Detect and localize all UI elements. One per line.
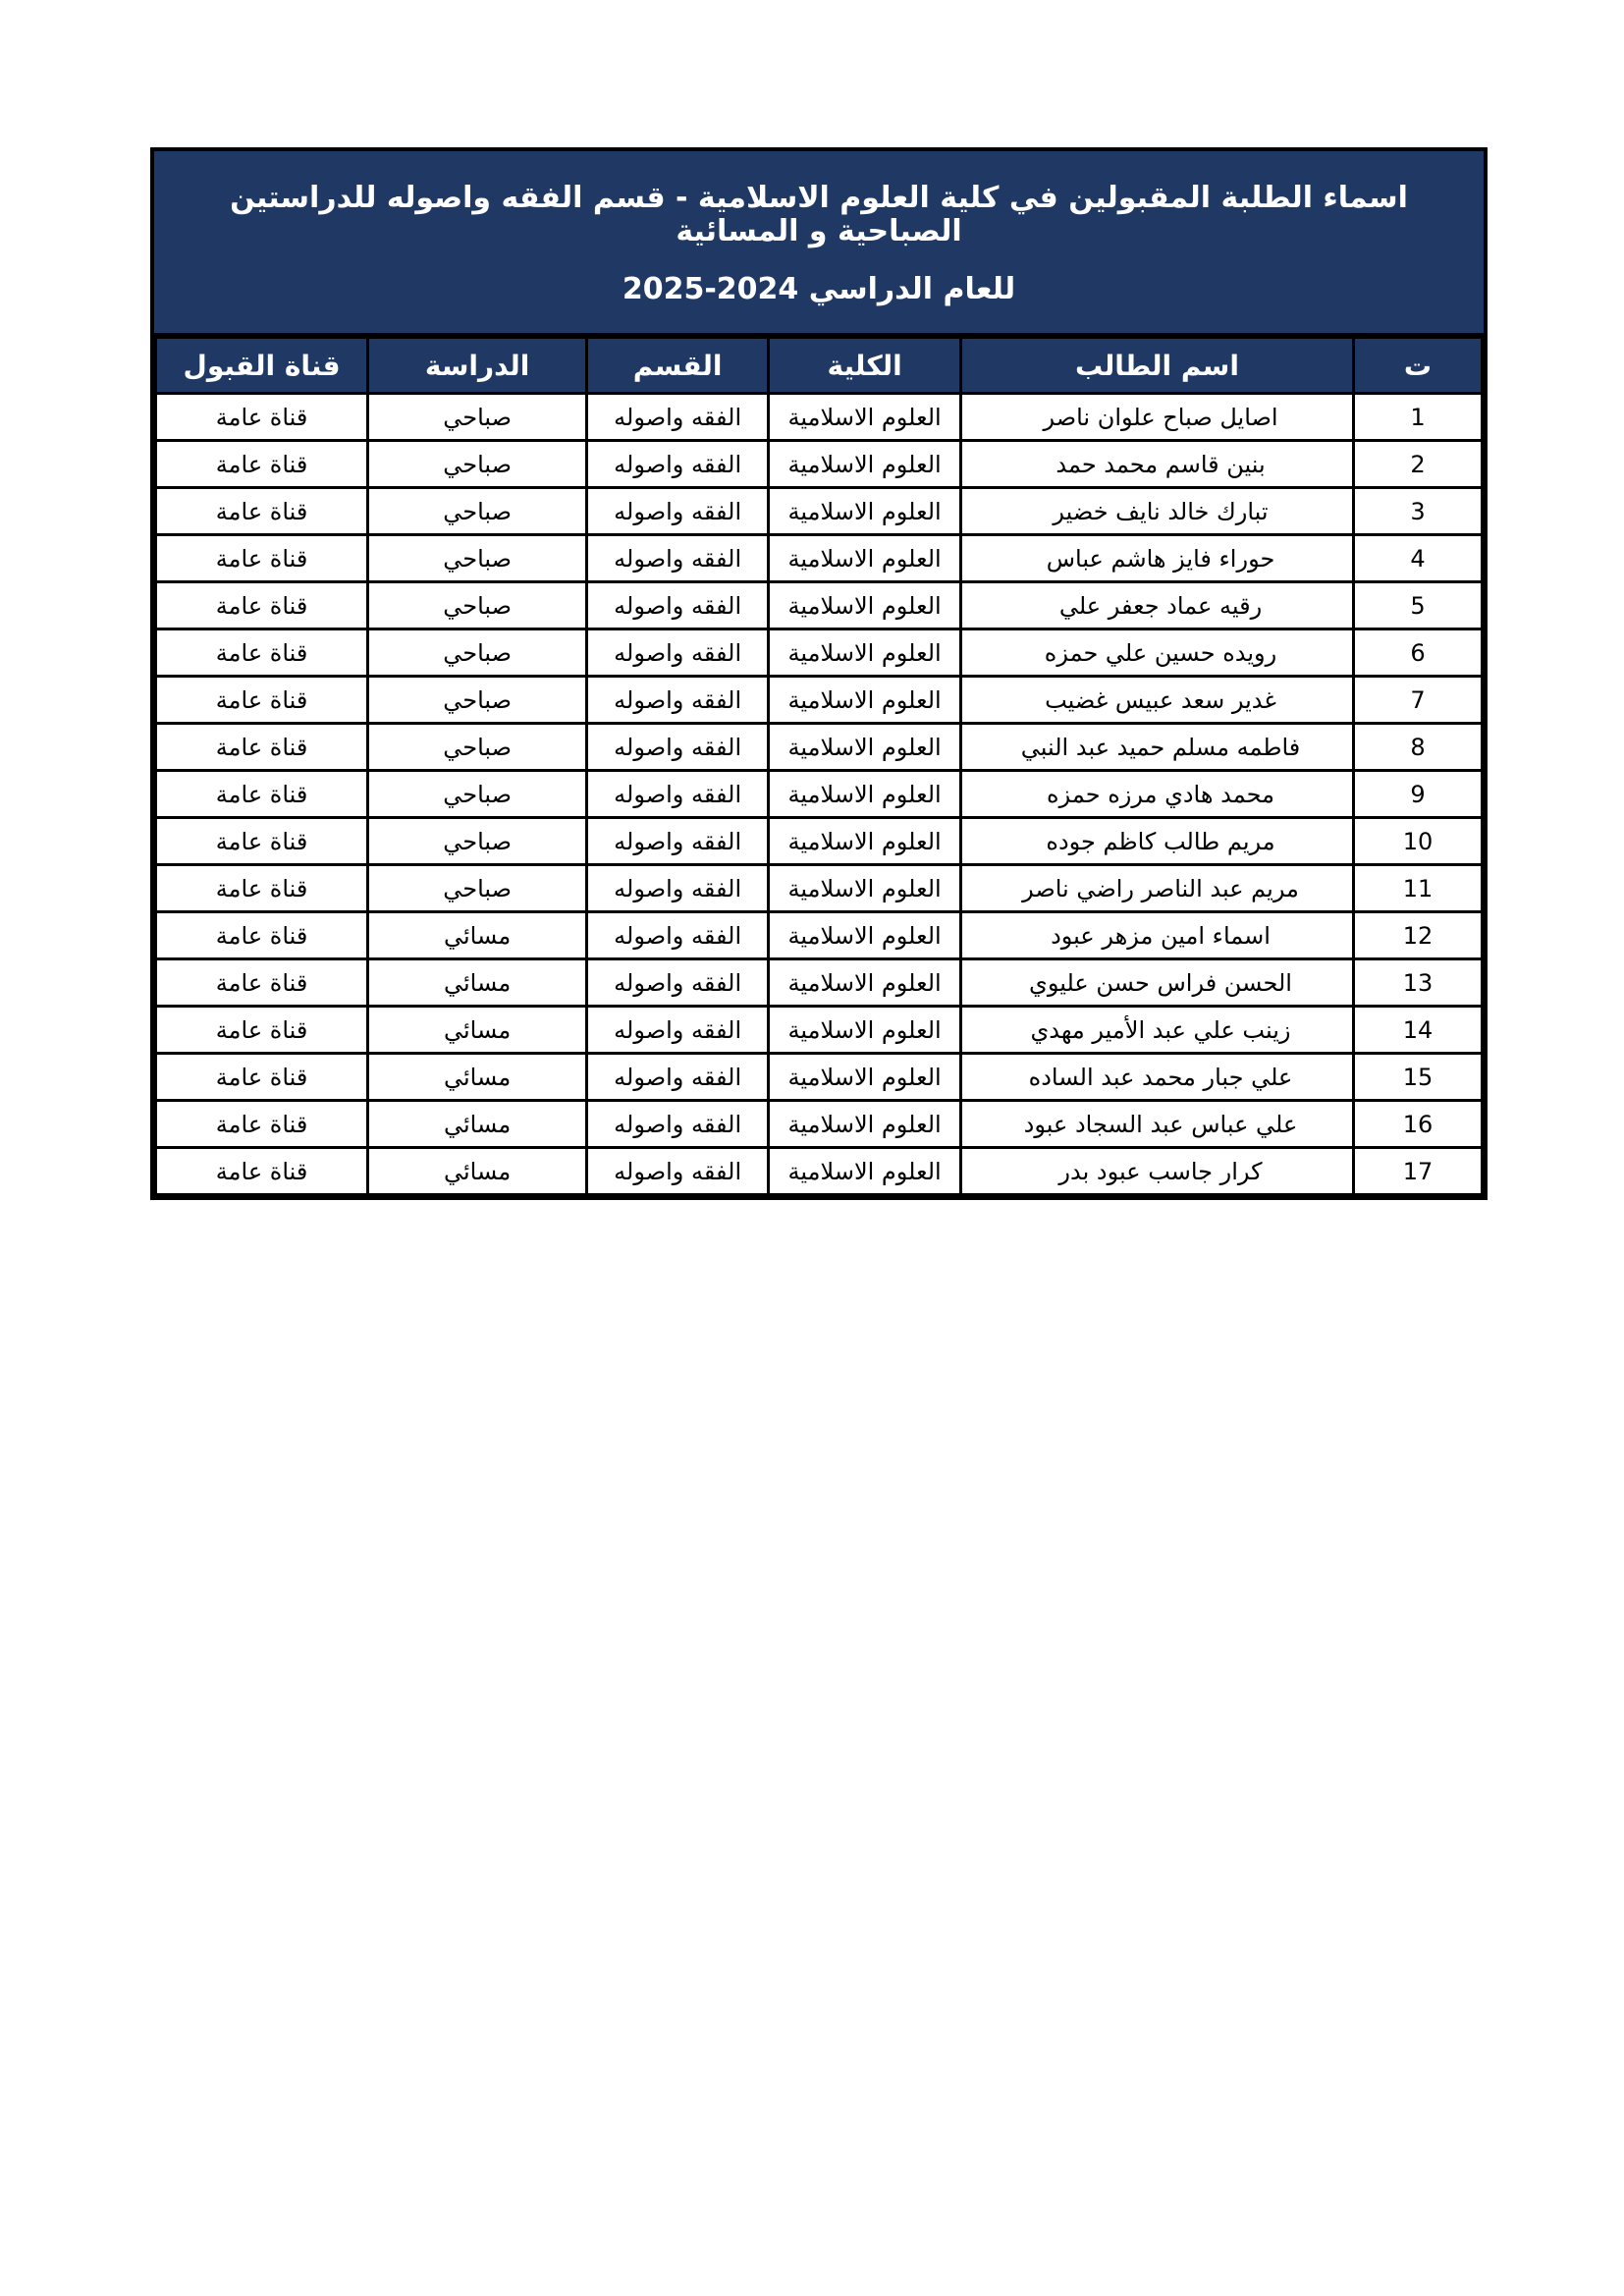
table-row [156,677,1483,724]
cell-department: الفقه واصوله [587,488,769,535]
cell-department: الفقه واصوله [587,677,769,724]
table-row [156,582,1483,629]
cell-study-type: صباحي [368,629,587,677]
table-row [156,1054,1483,1101]
cell-row-number: 6 [1353,629,1482,677]
cell-college: العلوم الاسلامية [769,1054,961,1101]
cell-row-number: 3 [1353,488,1482,535]
cell-admission-channel: قناة عامة [156,724,368,771]
table-row [156,1148,1483,1195]
col-header-no: ت [1353,338,1482,394]
cell-row-number: 12 [1353,912,1482,959]
cell-study-type: مسائي [368,1101,587,1148]
cell-student-name: اصايل صباح علوان ناصر [961,394,1354,441]
cell-college: العلوم الاسلامية [769,959,961,1007]
students-document [150,147,1488,1200]
cell-study-type: صباحي [368,818,587,865]
cell-department: الفقه واصوله [587,1101,769,1148]
cell-college: العلوم الاسلامية [769,488,961,535]
cell-college: العلوم الاسلامية [769,818,961,865]
cell-student-name: رويده حسين علي حمزه [961,629,1354,677]
cell-student-name: علي جبار محمد عبد الساده [961,1054,1354,1101]
cell-department: الفقه واصوله [587,1007,769,1054]
cell-admission-channel: قناة عامة [156,582,368,629]
cell-college: العلوم الاسلامية [769,724,961,771]
cell-student-name: مريم عبد الناصر راضي ناصر [961,865,1354,912]
cell-study-type: صباحي [368,677,587,724]
cell-admission-channel: قناة عامة [156,488,368,535]
col-header-college: الكلية [769,338,961,394]
cell-study-type: صباحي [368,441,587,488]
cell-study-type: صباحي [368,535,587,582]
cell-row-number: 7 [1353,677,1482,724]
cell-admission-channel: قناة عامة [156,959,368,1007]
cell-admission-channel: قناة عامة [156,394,368,441]
cell-student-name: تبارك خالد نايف خضير [961,488,1354,535]
cell-row-number: 9 [1353,771,1482,818]
cell-study-type: مسائي [368,1007,587,1054]
table-row [156,629,1483,677]
cell-row-number: 10 [1353,818,1482,865]
cell-department: الفقه واصوله [587,1148,769,1195]
cell-row-number: 5 [1353,582,1482,629]
cell-student-name: مريم طالب كاظم جوده [961,818,1354,865]
cell-college: العلوم الاسلامية [769,912,961,959]
cell-row-number: 11 [1353,865,1482,912]
cell-study-type: مسائي [368,959,587,1007]
cell-student-name: حوراء فايز هاشم عباس [961,535,1354,582]
cell-college: العلوم الاسلامية [769,441,961,488]
table-row [156,959,1483,1007]
students-table [154,336,1484,1196]
table-row [156,441,1483,488]
table-row [156,394,1483,441]
cell-department: الفقه واصوله [587,959,769,1007]
cell-department: الفقه واصوله [587,724,769,771]
cell-admission-channel: قناة عامة [156,912,368,959]
cell-row-number: 14 [1353,1007,1482,1054]
cell-study-type: مسائي [368,1054,587,1101]
cell-college: العلوم الاسلامية [769,629,961,677]
cell-student-name: رقيه عماد جعفر علي [961,582,1354,629]
cell-study-type: صباحي [368,771,587,818]
cell-row-number: 13 [1353,959,1482,1007]
col-header-channel: قناة القبول [156,338,368,394]
cell-row-number: 8 [1353,724,1482,771]
cell-study-type: صباحي [368,488,587,535]
cell-row-number: 15 [1353,1054,1482,1101]
cell-row-number: 4 [1353,535,1482,582]
cell-student-name: زينب علي عبد الأمير مهدي [961,1007,1354,1054]
table-row [156,1101,1483,1148]
cell-study-type: صباحي [368,865,587,912]
cell-college: العلوم الاسلامية [769,1148,961,1195]
cell-admission-channel: قناة عامة [156,1007,368,1054]
cell-student-name: اسماء امين مزهر عبود [961,912,1354,959]
cell-admission-channel: قناة عامة [156,865,368,912]
cell-college: العلوم الاسلامية [769,535,961,582]
table-row [156,771,1483,818]
table-row [156,818,1483,865]
cell-row-number: 1 [1353,394,1482,441]
cell-student-name: غدير سعد عبيس غضيب [961,677,1354,724]
title-line-2: للعام الدراسي 2024-2025 [622,271,1016,306]
cell-student-name: الحسن فراس حسن عليوي [961,959,1354,1007]
cell-college: العلوم الاسلامية [769,771,961,818]
cell-department: الفقه واصوله [587,394,769,441]
cell-department: الفقه واصوله [587,629,769,677]
cell-department: الفقه واصوله [587,771,769,818]
cell-admission-channel: قناة عامة [156,677,368,724]
cell-college: العلوم الاسلامية [769,1101,961,1148]
cell-student-name: فاطمه مسلم حميد عبد النبي [961,724,1354,771]
cell-study-type: مسائي [368,912,587,959]
col-header-study: الدراسة [368,338,587,394]
table-header-row [156,338,1483,394]
cell-department: الفقه واصوله [587,865,769,912]
col-header-name: اسم الطالب [961,338,1354,394]
cell-row-number: 2 [1353,441,1482,488]
cell-row-number: 17 [1353,1148,1482,1195]
cell-college: العلوم الاسلامية [769,394,961,441]
cell-student-name: كرار جاسب عبود بدر [961,1148,1354,1195]
cell-admission-channel: قناة عامة [156,771,368,818]
table-row [156,865,1483,912]
cell-department: الفقه واصوله [587,1054,769,1101]
cell-department: الفقه واصوله [587,441,769,488]
cell-department: الفقه واصوله [587,582,769,629]
cell-student-name: محمد هادي مرزه حمزه [961,771,1354,818]
cell-department: الفقه واصوله [587,535,769,582]
cell-admission-channel: قناة عامة [156,629,368,677]
cell-college: العلوم الاسلامية [769,1007,961,1054]
student-table-body [156,394,1483,1195]
cell-student-name: بنين قاسم محمد حمد [961,441,1354,488]
cell-college: العلوم الاسلامية [769,582,961,629]
cell-admission-channel: قناة عامة [156,535,368,582]
cell-study-type: مسائي [368,1148,587,1195]
table-row [156,912,1483,959]
table-row [156,488,1483,535]
col-header-dept: القسم [587,338,769,394]
cell-college: العلوم الاسلامية [769,865,961,912]
cell-student-name: علي عباس عبد السجاد عبود [961,1101,1354,1148]
table-row [156,535,1483,582]
table-row [156,1007,1483,1054]
cell-row-number: 16 [1353,1101,1482,1148]
cell-admission-channel: قناة عامة [156,818,368,865]
cell-college: العلوم الاسلامية [769,677,961,724]
cell-admission-channel: قناة عامة [156,1101,368,1148]
title-line-1: اسماء الطلبة المقبولين في كلية العلوم الاسلامية - قسم الفقه واصوله للدراستين الصباحية و المسائية [230,180,1408,249]
cell-department: الفقه واصوله [587,818,769,865]
cell-admission-channel: قناة عامة [156,1054,368,1101]
cell-study-type: صباحي [368,724,587,771]
document-title-block [154,151,1484,336]
table-row [156,724,1483,771]
cell-admission-channel: قناة عامة [156,441,368,488]
cell-study-type: صباحي [368,582,587,629]
cell-department: الفقه واصوله [587,912,769,959]
cell-study-type: صباحي [368,394,587,441]
cell-admission-channel: قناة عامة [156,1148,368,1195]
